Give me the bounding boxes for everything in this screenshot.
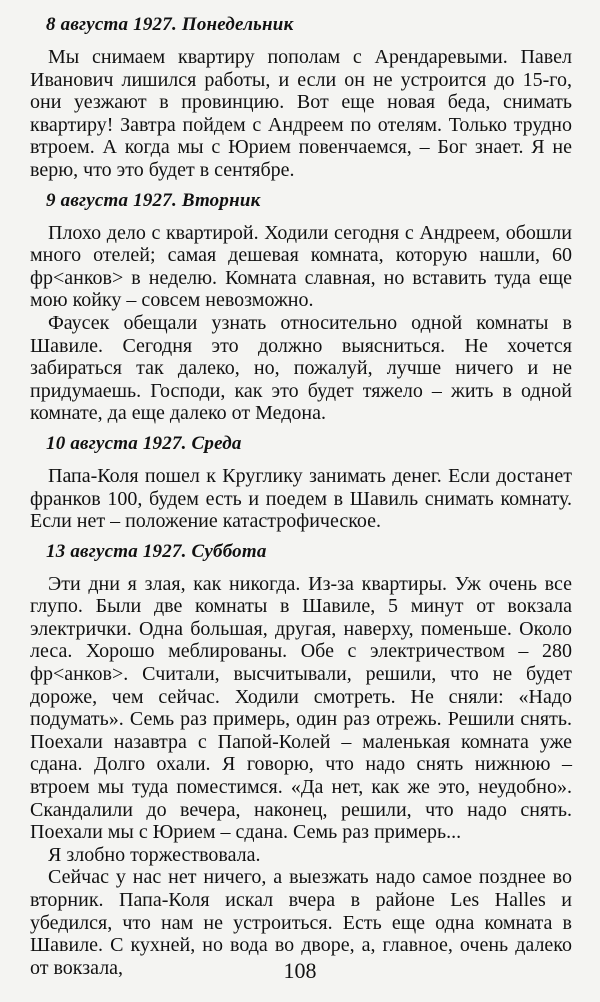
paragraph: Плохо дело с квартирой. Ходили сегодня с Андреем, обошли много отелей; самая дешевая комната, которую нашли, 60 фр<анков> в неделю. Комната славная, но вставить туда еще мою койку – совсем невозможно. xyxy=(30,221,572,312)
paragraph: Эти дни я злая, как никогда. Из-за квартиры. Уж очень все глупо. Были две комнаты в Шавиле, 5 минут от вокзала электрички. Одна большая, другая, наверху, поменьше. Около леса. Хорошо меблированы. Обе с электричеством – 280 фр<анков>. Считали, высчитывали, решили, что не будет дороже, чем сейчас. Ходили смотреть. Не сняли: «Надо подумать». Семь раз примерь, один раз отрежь. Решили снять. Поехали назавтра с Папой-Колей – маленькая комната уже сдана. Долго охали. Я говорю, что надо снять нижнюю – втроем мы туда поместимся. «Да нет, как же это, неудобно». Скандалили до вечера, наконец, решили, что надо снять. Поехали мы с Юрием – сдана. Семь раз примерь... xyxy=(30,572,572,844)
paragraph: Фаусек обещали узнать относительно одной комнаты в Шавиле. Сегодня это должно выясниться. Не хочется забираться так далеко, но, пожалуй, лучше ничего и не придумаешь. Господи, как это будет тяжело – жить в одной комнате, да еще далеко от Медона. xyxy=(30,311,572,425)
page-number: 108 xyxy=(283,958,317,983)
paragraph: Сейчас у нас нет ничего, а выезжать надо самое позднее во вторник. Папа-Коля искал вчера в районе Les Halles и убедился, что нам не устроиться. Есть еще одна комната в Шавиле. С кухней, но вода во дворе, а, главное, очень далеко от вокзала, xyxy=(30,866,572,979)
diary-entry xyxy=(30,14,572,182)
paragraph: Папа-Коля пошел к Круглику занимать денег. Если достанет франков 100, будем есть и поедем в Шавиль снимать комнату. Если нет – положение катастрофическое. xyxy=(30,464,572,533)
entry-heading: 13 августа 1927. Суббота xyxy=(46,540,267,562)
entry-heading: 10 августа 1927. Среда xyxy=(46,432,242,454)
paragraph: Я злобно торжествовала. xyxy=(48,843,261,866)
paragraph: Мы снимаем квартиру пополам с Арендаревыми. Павел Иванович лишился работы, и если он не устроится до 15-го, они уезжают в провинцию. Вот еще новая беда, снимать квартиру! Завтра пойдем с Андреем по отелям. Только трудно втроем. А когда мы с Юрием повенчаемся, – Бог знает. Я не верю, что это будет в сентябре. xyxy=(30,46,572,181)
diary-entry xyxy=(30,541,572,980)
diary-entry xyxy=(30,433,572,533)
entry-heading: 8 августа 1927. Понедельник xyxy=(46,14,294,35)
entry-heading: 9 августа 1927. Вторник xyxy=(46,189,261,211)
diary-entry xyxy=(30,190,572,425)
